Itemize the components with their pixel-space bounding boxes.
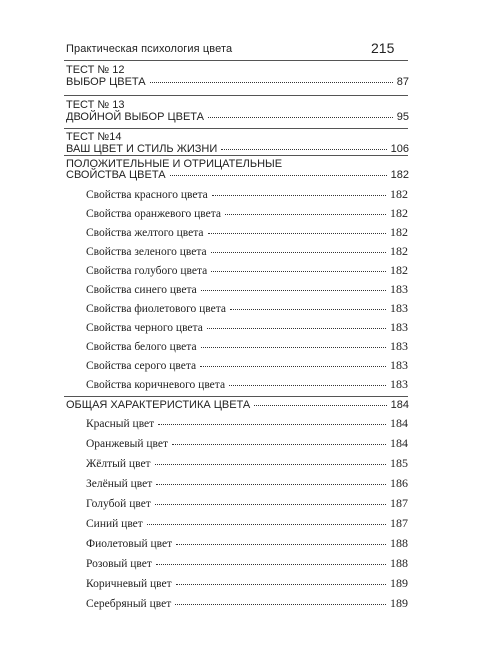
dot-leader (200, 366, 386, 367)
dot-leader (155, 504, 386, 505)
toc-entry-title: Серебряный цвет (86, 598, 172, 610)
dot-leader (208, 233, 386, 234)
toc-entry-title: Коричневый цвет (86, 578, 172, 590)
toc-entry-page: 183 (390, 339, 408, 353)
toc-entry-page: 183 (390, 320, 408, 334)
dot-leader (175, 604, 386, 605)
running-header-page-number: 215 (371, 40, 395, 56)
toc-entry-page: 187 (390, 496, 408, 510)
toc-entry-page: 87 (396, 76, 409, 88)
toc-entry-title: ВЫБОР ЦВЕТА (66, 76, 146, 88)
toc-entry-title: Свойства оранжевого цвета (86, 208, 222, 220)
toc-entry[interactable] (86, 339, 408, 355)
toc-entry-page: 184 (390, 399, 409, 411)
dot-leader (229, 385, 386, 386)
dot-leader (150, 82, 393, 83)
section-rule (64, 396, 408, 397)
toc-entry-title: Свойства красного цвета (86, 189, 208, 201)
running-header-title: Практическая психология цвета (66, 43, 233, 55)
toc-entry[interactable] (86, 358, 408, 374)
test-label: ТЕСТ №14 (66, 131, 122, 143)
dot-leader (207, 328, 386, 329)
toc-entry-page: 184 (390, 416, 408, 430)
toc-entry[interactable] (86, 476, 408, 492)
toc-entry-title: Свойства зеленого цвета (86, 246, 207, 258)
section-rule (64, 128, 408, 129)
toc-entry-page: 184 (390, 436, 408, 450)
toc-entry-page: 185 (390, 456, 408, 470)
toc-entry-page: 189 (390, 576, 408, 590)
toc-entry-page: 183 (390, 301, 408, 315)
toc-entry-title: Свойства фиолетового цвета (86, 303, 227, 315)
toc-section-entry[interactable] (66, 169, 409, 185)
section-rule (64, 95, 408, 96)
toc-entry[interactable] (86, 596, 408, 612)
toc-entry-title: Зелёный цвет (86, 478, 153, 490)
toc-entry[interactable] (86, 320, 408, 336)
toc-entry-title: ДВОЙНОЙ ВЫБОР ЦВЕТА (66, 111, 204, 123)
dot-leader (230, 309, 386, 310)
toc-entry-page: 186 (390, 476, 408, 490)
dot-leader (176, 544, 386, 545)
toc-entry[interactable] (86, 556, 408, 572)
toc-entry-title: Жёлтый цвет (86, 458, 151, 470)
toc-entry-page: 95 (396, 111, 409, 123)
toc-entry-page: 187 (390, 516, 408, 530)
section-heading-line2: СВОЙСТВА ЦВЕТА (66, 169, 166, 181)
toc-entry-page: 182 (390, 244, 408, 258)
toc-entry-title: Свойства желтого цвета (86, 227, 204, 239)
toc-entry[interactable] (86, 301, 408, 317)
dot-leader (201, 347, 386, 348)
dot-leader (201, 290, 386, 291)
toc-entry-title: Свойства черного цвета (86, 322, 203, 334)
toc-entry-title: ВАШ ЦВЕТ И СТИЛЬ ЖИЗНИ (66, 143, 218, 155)
dot-leader (212, 195, 386, 196)
toc-entry-title: Фиолетовый цвет (86, 538, 173, 550)
toc-entry[interactable] (86, 576, 408, 592)
toc-entry-title: Оранжевый цвет (86, 438, 169, 450)
toc-entry[interactable] (86, 377, 408, 393)
dot-leader (221, 149, 386, 150)
section-rule (64, 155, 408, 156)
header-rule (64, 60, 408, 61)
toc-entry-title: Голубой цвет (86, 498, 151, 510)
dot-leader (208, 117, 393, 118)
toc-section-entry[interactable] (66, 399, 409, 415)
test-label: ТЕСТ № 13 (66, 99, 125, 111)
toc-entry-page: 182 (390, 225, 408, 239)
dot-leader (156, 564, 386, 565)
toc-entry-page: 183 (390, 282, 408, 296)
toc-entry[interactable] (66, 111, 409, 127)
dot-leader (170, 175, 387, 176)
test-label: ТЕСТ № 12 (66, 64, 125, 76)
toc-entry-title: Розовый цвет (86, 558, 152, 570)
toc-entry-page: 182 (390, 187, 408, 201)
toc-entry[interactable] (86, 244, 408, 260)
dot-leader (158, 424, 386, 425)
toc-entry-title: Свойства синего цвета (86, 284, 197, 296)
toc-entry-title: Свойства белого цвета (86, 341, 197, 353)
toc-entry[interactable] (86, 536, 408, 552)
toc-entry-page: 189 (390, 596, 408, 610)
toc-entry[interactable] (86, 456, 408, 472)
toc-entry-page: 188 (390, 556, 408, 570)
dot-leader (176, 584, 386, 585)
dot-leader (254, 405, 386, 406)
dot-leader (211, 271, 386, 272)
toc-entry[interactable] (86, 187, 408, 203)
toc-entry[interactable] (86, 516, 408, 532)
toc-entry[interactable] (86, 263, 408, 279)
dot-leader (211, 252, 386, 253)
toc-entry[interactable] (86, 416, 408, 432)
dot-leader (156, 484, 386, 485)
toc-entry-title: Синий цвет (86, 518, 143, 530)
toc-entry-title: Красный цвет (86, 418, 155, 430)
toc-entry-page: 183 (390, 358, 408, 372)
toc-entry[interactable] (86, 206, 408, 222)
toc-entry-page: 182 (390, 206, 408, 220)
toc-entry[interactable] (86, 436, 408, 452)
toc-entry[interactable] (86, 282, 408, 298)
toc-entry[interactable] (66, 76, 409, 92)
dot-leader (172, 444, 386, 445)
toc-entry-page: 106 (390, 143, 409, 155)
toc-entry-page: 182 (390, 263, 408, 277)
toc-entry-page: 183 (390, 377, 408, 391)
toc-entry-title: Свойства голубого цвета (86, 265, 208, 277)
dot-leader (147, 524, 386, 525)
section-heading: ОБЩАЯ ХАРАКТЕРИСТИКА ЦВЕТА (66, 399, 251, 411)
toc-entry-page: 188 (390, 536, 408, 550)
section-heading: ПОЛОЖИТЕЛЬНЫЕ И ОТРИЦАТЕЛЬНЫЕ (66, 158, 283, 170)
toc-entry[interactable] (86, 496, 408, 512)
dot-leader (155, 464, 386, 465)
toc-entry-title: Свойства коричневого цвета (86, 379, 226, 391)
toc-entry[interactable] (66, 143, 409, 159)
toc-entry-title: Свойства серого цвета (86, 360, 197, 372)
toc-entry[interactable] (86, 225, 408, 241)
dot-leader (225, 214, 386, 215)
toc-entry-page: 182 (390, 169, 409, 181)
